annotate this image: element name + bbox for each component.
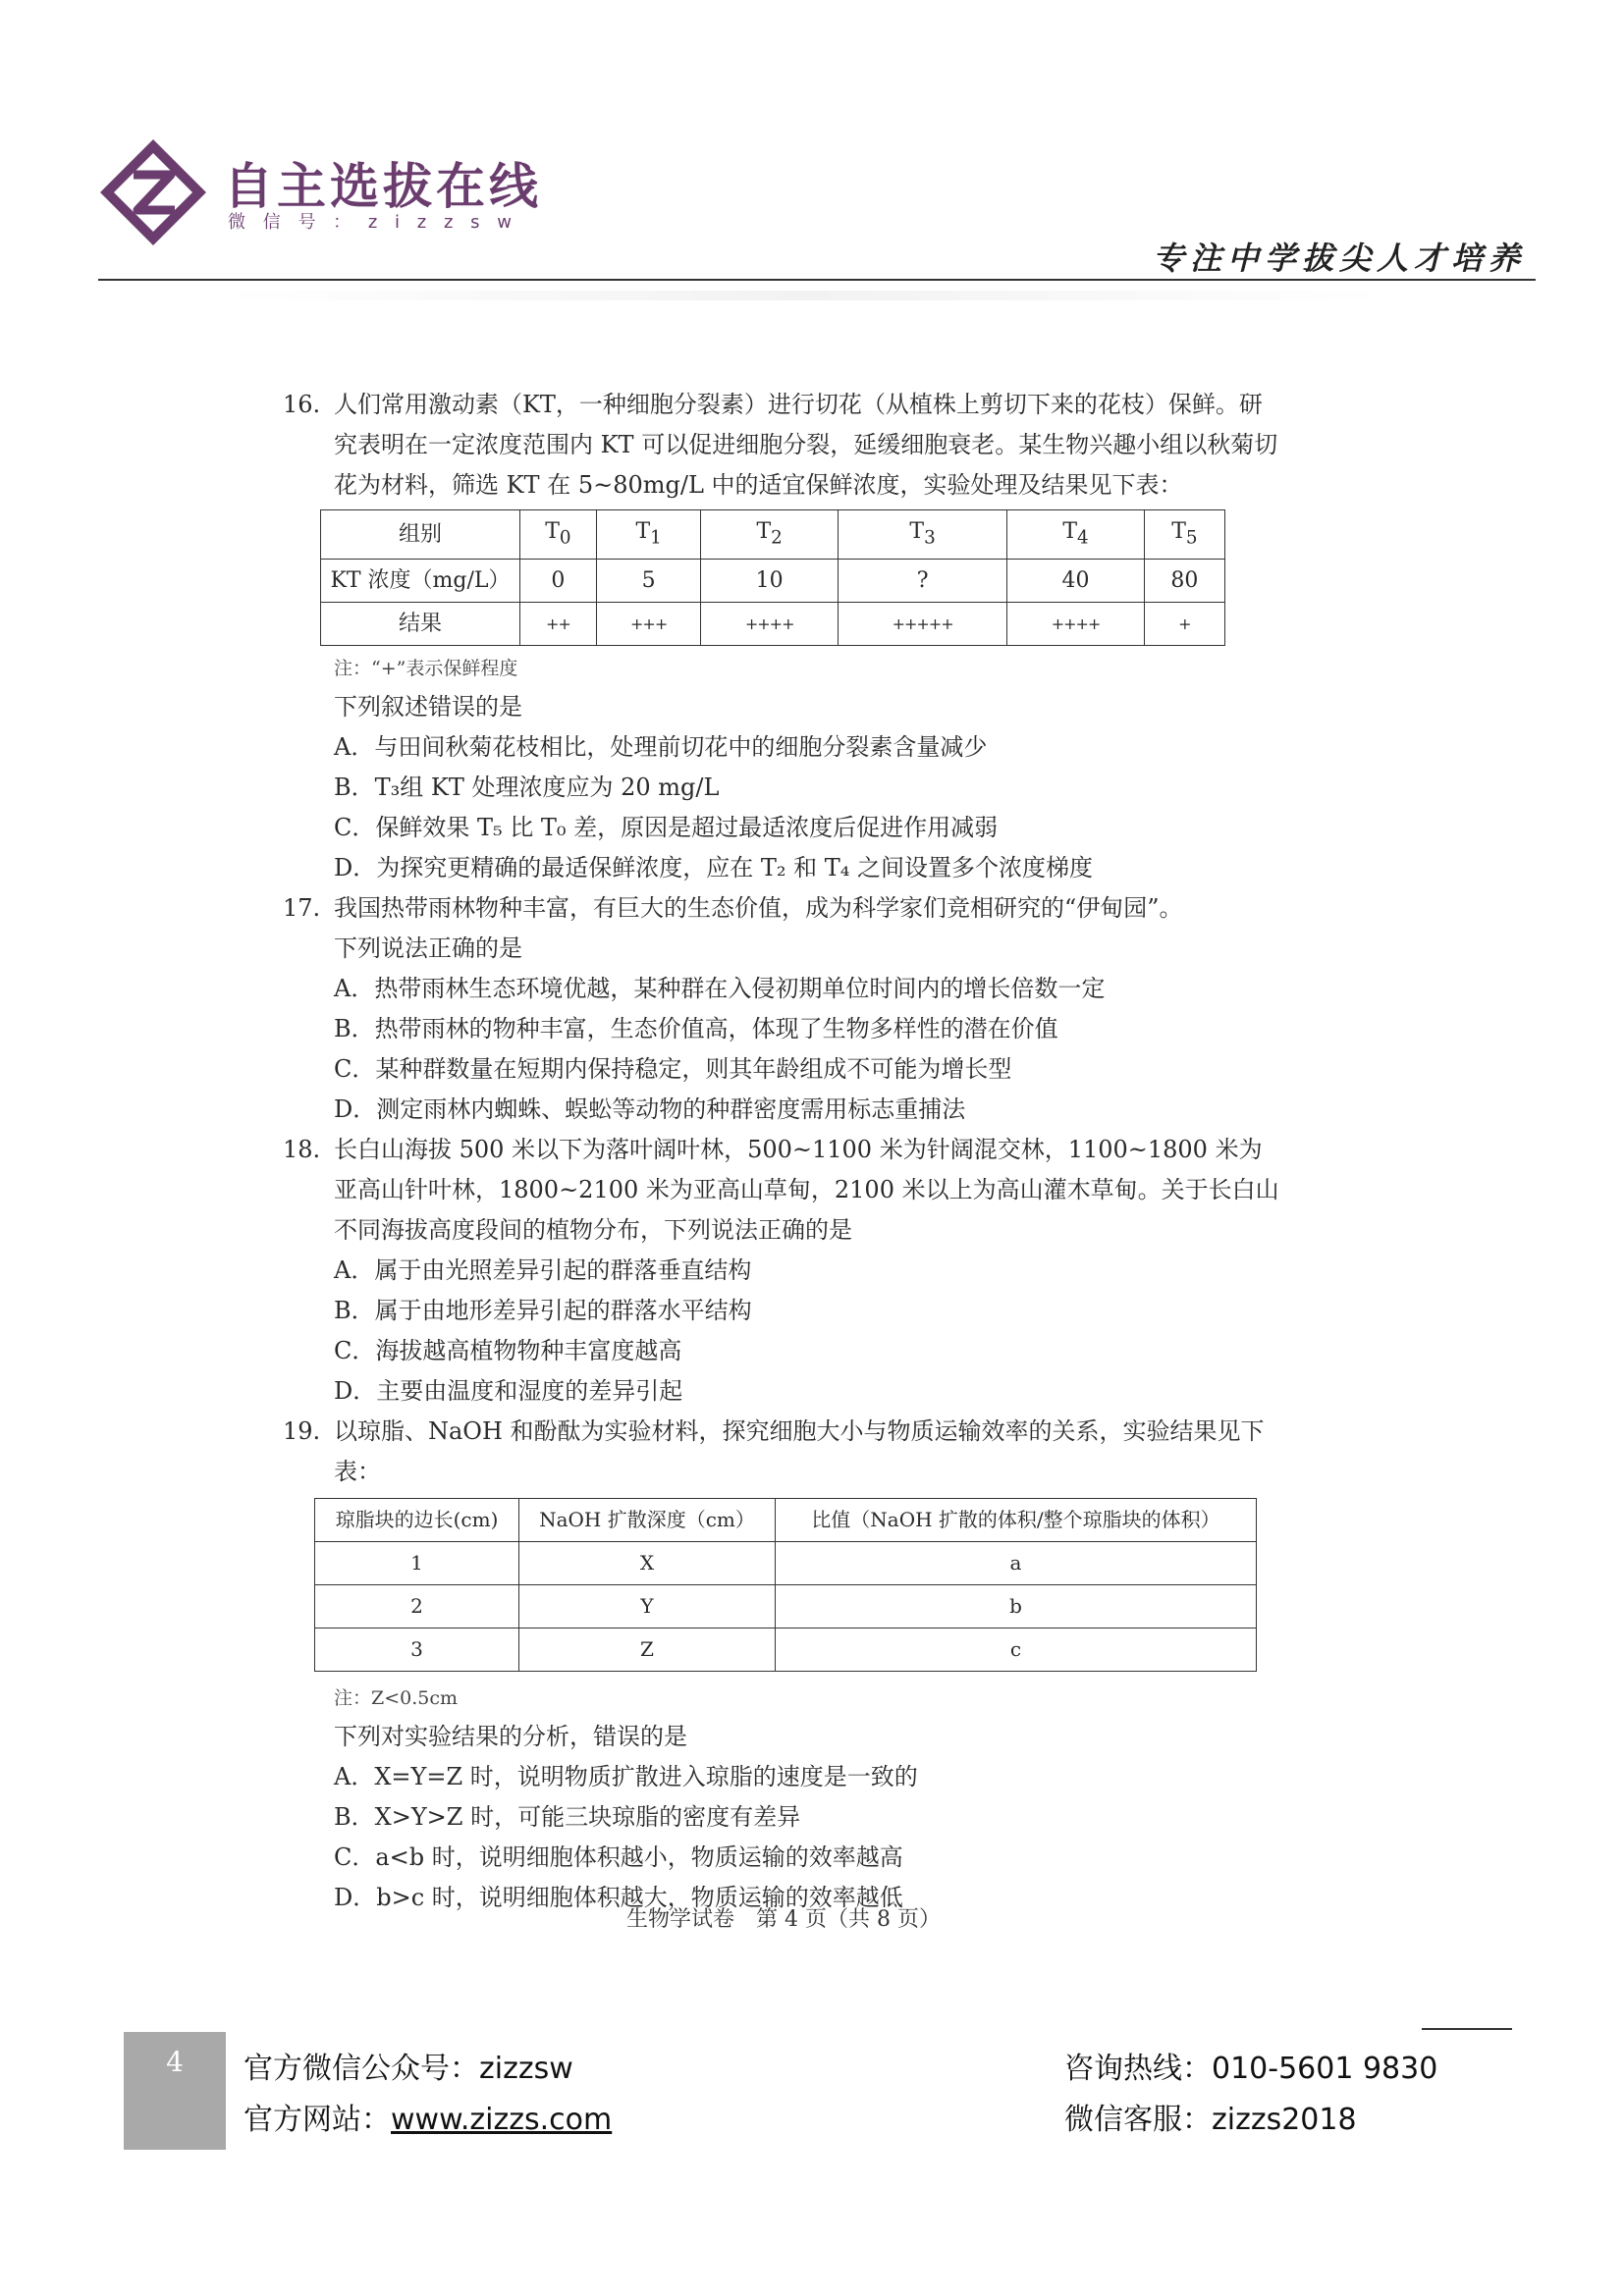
option-a: A．与田间秋菊花枝相比，处理前切花中的细胞分裂素含量减少 xyxy=(334,733,988,762)
exam-content xyxy=(283,385,1284,1918)
table-cell: a xyxy=(776,1542,1257,1585)
question-stem: 下列说法正确的是 xyxy=(334,934,522,963)
option-b: B．属于由地形差异引起的群落水平结构 xyxy=(334,1297,752,1325)
table-cell: 0 xyxy=(520,560,597,603)
kt-table xyxy=(320,509,1225,646)
wechat-account: 官方微信公众号：zizzsw xyxy=(244,2052,573,2086)
header-divider xyxy=(98,279,1536,281)
table-cell: X xyxy=(519,1542,776,1585)
table-cell: ? xyxy=(838,560,1006,603)
table-cell: Y xyxy=(519,1585,776,1629)
question-number: 19. xyxy=(283,1417,321,1446)
table-row xyxy=(321,603,1225,646)
table-header: 比值（NaOH 扩散的体积/整个琼脂块的体积） xyxy=(776,1499,1257,1542)
question-17 xyxy=(283,888,1284,1130)
scan-smudge xyxy=(216,291,1394,300)
table-cell: $T_1$ xyxy=(596,510,701,560)
option-d: D．测定雨林内蜘蛛、蜈蚣等动物的种群密度需用标志重捕法 xyxy=(334,1095,966,1124)
website-label: 官方网站： xyxy=(244,2103,391,2137)
page-number-box xyxy=(124,2032,226,2150)
table-cell: + xyxy=(1144,603,1224,646)
question-18 xyxy=(283,1130,1284,1412)
question-text: 长白山海拔 500 米以下为落叶阔叶林，500~1100 米为针阔混交林，1100~1800 米为亚高山针叶林，1800~2100 米为亚高山草甸，2100 米以上为高山灌木草甸。关于长白山不同海拔高度段间的植物分布，下列说法正确的是 xyxy=(334,1136,1279,1245)
brand-wechat-id: 微 信 号 ： z i z z s w xyxy=(228,212,517,233)
table-cell: 2 xyxy=(315,1585,519,1629)
question-text: 我国热带雨林物种丰富，有巨大的生态价值，成为科学家们竞相研究的“伊甸园”。 xyxy=(334,894,1183,923)
table-cell: 80 xyxy=(1144,560,1224,603)
option-a: A．热带雨林生态环境优越，某种群在入侵初期单位时间内的增长倍数一定 xyxy=(334,975,1106,1003)
table-cell: c xyxy=(776,1629,1257,1672)
option-c: C．某种群数量在短期内保持稳定，则其年龄组成不可能为增长型 xyxy=(334,1055,1012,1084)
row-label: 组别 xyxy=(321,510,520,560)
table-row xyxy=(321,510,1225,560)
table-cell: 1 xyxy=(315,1542,519,1585)
table-cell: $T_5$ xyxy=(1144,510,1224,560)
table-header: 琼脂块的边长(cm) xyxy=(315,1499,519,1542)
option-d: D．为探究更精确的最适保鲜浓度，应在 T₂ 和 T₄ 之间设置多个浓度梯度 xyxy=(334,854,1094,882)
table-header-row xyxy=(315,1499,1257,1542)
option-d: D．b>c 时，说明细胞体积越大，物质运输的效率越低 xyxy=(334,1884,903,1912)
table-header: NaOH 扩散深度（cm） xyxy=(519,1499,776,1542)
website-link[interactable]: www.zizzs.com xyxy=(391,2103,613,2137)
table-cell: 3 xyxy=(315,1629,519,1672)
brand-name: 自主选拔在线 xyxy=(224,157,542,215)
option-b: B．X>Y>Z 时，可能三块琼脂的密度有差异 xyxy=(334,1803,801,1832)
table-cell: ++++ xyxy=(701,603,838,646)
table-cell: ++++ xyxy=(1007,603,1144,646)
table-cell: $T_4$ xyxy=(1007,510,1144,560)
option-a: A．属于由光照差异引起的群落垂直结构 xyxy=(334,1256,752,1285)
option-c: C．保鲜效果 T₅ 比 T₀ 差，原因是超过最适浓度后促进作用减弱 xyxy=(334,814,999,842)
question-text: 以琼脂、NaOH 和酚酞为实验材料，探究细胞大小与物质运输效率的关系，实验结果见下表： xyxy=(334,1417,1265,1486)
table-cell: +++ xyxy=(596,603,701,646)
table-note: 注：“+”表示保鲜程度 xyxy=(334,658,518,680)
question-stem: 下列对实验结果的分析，错误的是 xyxy=(334,1723,687,1751)
header-slogan: 专注中学拔尖人才培养 xyxy=(1152,240,1526,277)
option-d: D．主要由温度和湿度的差异引起 xyxy=(334,1377,683,1406)
row-label: 结果 xyxy=(321,603,520,646)
table-cell: $T_3$ xyxy=(838,510,1006,560)
question-19 xyxy=(283,1412,1284,1918)
table-row xyxy=(315,1629,1257,1672)
table-cell: $T_0$ xyxy=(520,510,597,560)
table-cell: +++++ xyxy=(838,603,1006,646)
table-cell: $T_2$ xyxy=(701,510,838,560)
question-text: 人们常用激动素（KT，一种细胞分裂素）进行切花（从植株上剪切下来的花枝）保鲜。研究表明在一定浓度范围内 KT 可以促进细胞分裂，延缓细胞衰老。某生物兴趣小组以秋菊切花为材料，筛选 KT 在 5~80mg/L 中的适宜保鲜浓度，实验处理及结果见下表： xyxy=(334,391,1278,499)
exam-page-footer: 生物学试卷 第 4 页（共 8 页） xyxy=(626,1907,941,1932)
table-row xyxy=(321,560,1225,603)
table-note: 注：Z<0.5cm xyxy=(334,1687,458,1710)
table-cell: 40 xyxy=(1007,560,1144,603)
option-b: B．T₃组 KT 处理浓度应为 20 mg/L xyxy=(334,774,720,802)
question-stem: 下列叙述错误的是 xyxy=(334,693,522,721)
hotline: 咨询热线：010-5601 9830 xyxy=(1064,2052,1438,2086)
table-cell: 5 xyxy=(596,560,701,603)
table-cell: ++ xyxy=(520,603,597,646)
question-number: 18. xyxy=(283,1136,321,1164)
option-c: C．a<b 时，说明细胞体积越小，物质运输的效率越高 xyxy=(334,1843,903,1872)
table-cell: 10 xyxy=(701,560,838,603)
table-cell: Z xyxy=(519,1629,776,1672)
table-cell: b xyxy=(776,1585,1257,1629)
agar-table xyxy=(314,1498,1257,1672)
table-row xyxy=(315,1585,1257,1629)
table-row xyxy=(315,1542,1257,1585)
option-c: C．海拔越高植物物种丰富度越高 xyxy=(334,1337,682,1365)
website-line xyxy=(244,2095,612,2138)
page-number: 4 xyxy=(166,2046,184,2078)
row-label: KT 浓度（mg/L） xyxy=(321,560,520,603)
question-number: 16. xyxy=(283,391,321,418)
question-number: 17. xyxy=(283,894,321,923)
question-16 xyxy=(283,385,1284,888)
option-b: B．热带雨林的物种丰富，生态价值高，体现了生物多样性的潜在价值 xyxy=(334,1015,1058,1043)
zizzs-logo-icon xyxy=(98,137,208,247)
footer-divider xyxy=(1422,2028,1512,2030)
wechat-service: 微信客服：zizzs2018 xyxy=(1064,2103,1357,2137)
option-a: A．X=Y=Z 时，说明物质扩散进入琼脂的速度是一致的 xyxy=(334,1763,918,1791)
